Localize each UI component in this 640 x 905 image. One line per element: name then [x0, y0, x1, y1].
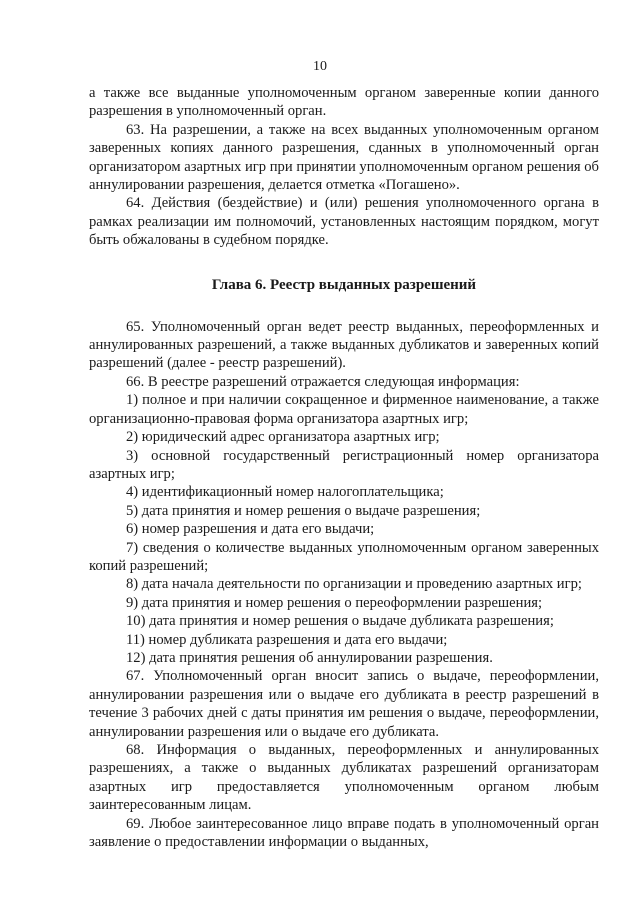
list-item-2: 2) юридический адрес организатора азартных игр; [126, 429, 440, 446]
chapter-heading: Глава 6. Реестр выданных разрешений [211, 276, 477, 293]
paragraph-64: 64. Действия (бездействие) и (или) решения уполномоченного органа в рамках реализации им полномочий, установленных настоящим порядком, могут быть обжалованы в судебном порядке. [89, 195, 599, 249]
paragraph-68: 68. Информация о выданных, переоформленных и аннулированных разрешениях, а также о выданных дубликатах разрешений организаторам азартных игр предоставляется уполномоченным органом любым заинтересованным лицам. [89, 742, 599, 814]
paragraph-65: 65. Уполномоченный орган ведет реестр выданных, переоформленных и аннулированных разрешений, а также выданных дубликатов и заверенных копий разрешений (далее - реестр разрешений). [89, 318, 599, 372]
list-item-7: 7) сведения о количестве выданных уполномоченным органом заверенных копий разрешений; [89, 539, 599, 574]
paragraph-63: 63. На разрешении, а также на всех выданных уполномоченным органом заверенных копиях данного разрешения, сданных в уполномоченный орган организатором азартных игр при принятии уполномоченным органом решения об аннулировании разрешения, делается отметка «Погашено». [89, 121, 599, 194]
paragraph-69: 69. Любое заинтересованное лицо вправе подать в уполномоченный орган заявление о предоставлении информации о выданных, [89, 815, 599, 851]
list-item-9: 9) дата принятия и номер решения о переоформлении разрешения; [126, 594, 543, 611]
list-item-8: 8) дата начала деятельности по организации и проведению азартных игр; [126, 576, 582, 593]
list-item-4: 4) идентификационный номер налогоплательщика; [126, 484, 444, 501]
paragraph-continuation: а также все выданные уполномоченным органом заверенные копии данного разрешения в уполномоченный орган. [89, 85, 599, 120]
list-item-10: 10) дата принятия и номер решения о выдаче дубликата разрешения; [126, 613, 554, 630]
list-item-11: 11) номер дубликата разрешения и дата его выдачи; [126, 631, 448, 648]
paragraph-67: 67. Уполномоченный орган вносит запись о выдаче, переоформлении, аннулировании разрешения или о выдаче его дубликата в реестр разрешений в течение 3 рабочих дней с даты принятия им решения о выдаче, переоформлении, аннулировании разрешения или о выдаче его дубликата. [89, 668, 599, 740]
paragraph-66: 66. В реестре разрешений отражается следующая информация: [126, 373, 520, 390]
page-number: 10 [313, 59, 327, 74]
list-item-3: 3) основной государственный регистрационный номер организатора азартных игр; [89, 447, 599, 482]
document-body [89, 84, 599, 851]
list-item-1: 1) полное и при наличии сокращенное и фирменное наименование, а также организационно-правовая форма организатора азартных игр; [89, 392, 599, 427]
list-item-6: 6) номер разрешения и дата его выдачи; [126, 521, 375, 538]
list-item-5: 5) дата принятия и номер решения о выдаче разрешения; [126, 502, 481, 519]
list-item-12: 12) дата принятия решения об аннулировании разрешения. [126, 649, 493, 666]
